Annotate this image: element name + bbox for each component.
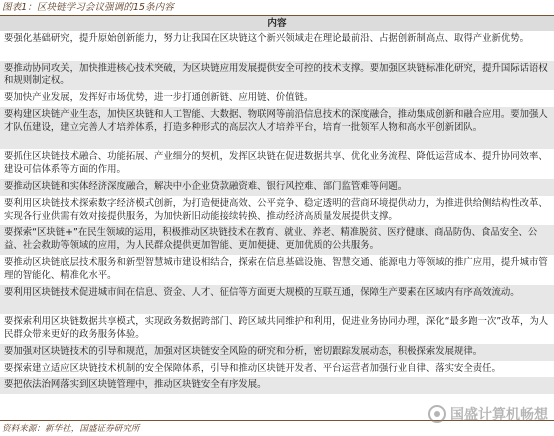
table-row: 要加强对区块链技术的引导和规范，加强对区块链安全风险的研究和分析，密切跟踪发展动态，积极探索发展规律。 — [0, 344, 554, 361]
table-row: 要探索利用区块链数据共享模式，实现政务数据跨部门、跨区域共同维护和利用，促进业务协同办理，深化“最多跑一次”改革，为人民群众带来更好的政务服务体验。 — [4, 316, 549, 340]
table-row: 要强化基础研究，提升原始创新能力，努力让我国在区块链这个新兴领域走在理论最前沿、占据创新制高点、取得产业新优势。 — [4, 33, 530, 44]
table-row: 要推动区块链底层技术服务和新型智慧城市建设相结合，探索在信息基础设施、智慧交通、能源电力等领域的推广应用，提升城市管理的智能化、精准化水平。 — [4, 256, 548, 281]
table-header: 内容 — [0, 16, 554, 31]
table-row: 要探索建立适应区块链技术机制的安全保障体系，引导和推动区块链开发者、平台运营者加强行业自律、落实安全责任。 — [4, 362, 501, 374]
table-row: 要把依法治网落实到区块链管理中，推动区块链安全有序发展。 — [0, 377, 554, 394]
table-caption: 图表1：区块链学习会议强调的15条内容 — [2, 2, 174, 13]
table-body — [0, 31, 554, 394]
table-row: 要抓住区块链技术融合、功能拓展、产业细分的契机，发挥区块链在促进数据共享、优化业务流程、降低运营成本、提升协同效率、建设可信体系等方面的作用。 — [4, 151, 548, 176]
table-row: 要利用区块链技术促进城市间在信息、资金、人才、征信等方面更大规模的互联互通，保障生产要素在区域内有序高效流动。 — [0, 285, 554, 315]
table-row: 要推动区块链和实体经济深度融合，解决中小企业贷款融资难、银行风控难、部门监管难等问题。 — [0, 179, 554, 196]
watermark-logo-icon — [428, 405, 446, 423]
table-row: 要构建区块链产业生态，加快区块链和人工智能、大数据、物联网等前沿信息技术的深度融合，推动集成创新和融合应用。要加强人才队伍建设，建立完善人才培养体系，打造多种形式的高层次人才培养平台，培育一批领军人物和高水平创新团队。 — [0, 107, 554, 149]
table-row: 要利用区块链技术探索数字经济模式创新，为打造便捷高效、公平竞争、稳定透明的营商环境提供动力，为推进供给侧结构性改革、实现各行业供需有效对接提供服务，为加快新旧动能接续转换、推动经济高质量发展提供支撑。 — [4, 197, 548, 222]
watermark-text: 国盛计算机畅想 — [450, 407, 548, 423]
table-row: 要加快产业发展，发挥好市场优势，进一步打通创新链、应用链、价值链。 — [4, 92, 314, 104]
table-row: 要探索“区块链+”在民生领域的运用，积极推动区块链技术在教育、就业、养老、精准脱贫、医疗健康、商品防伪、食品安全、公益、社会救助等领域的应用，为人民群众提供更加智能、更加便捷、更加优质的公共服务。 — [0, 225, 554, 255]
watermark — [428, 404, 548, 424]
source-note: 资料来源：新华社，国盛证券研究所 — [2, 424, 140, 434]
table-row: 要推动协同攻关，加快推进核心技术突破，为区块链应用发展提供安全可控的技术支撑。要加强区块链标准化研究，提升国际话语权和规则制定权。 — [0, 61, 554, 91]
